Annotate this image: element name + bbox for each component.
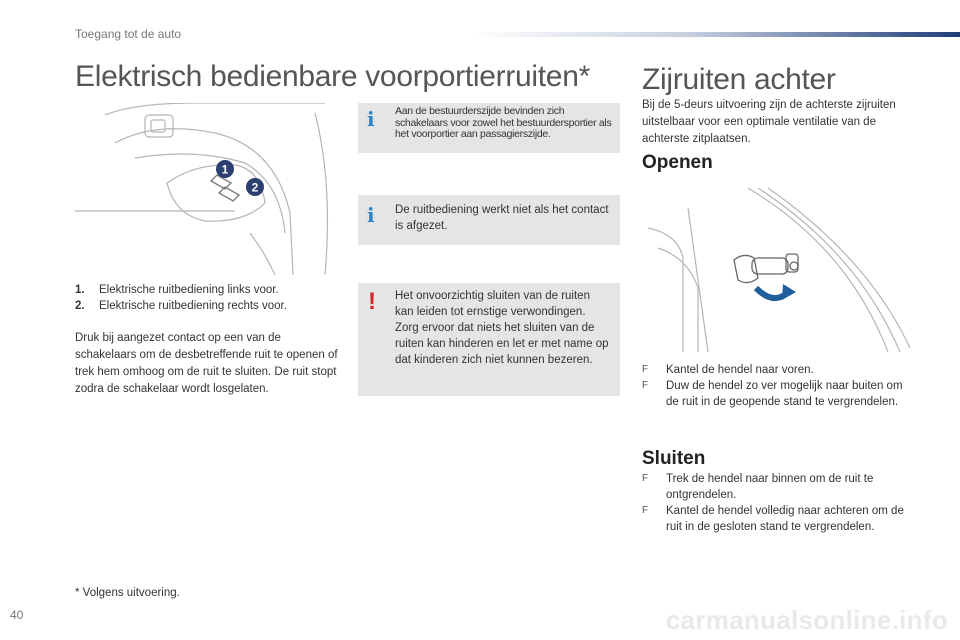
watermark: carmanualsonline.info	[665, 605, 948, 635]
info-icon: i	[367, 203, 375, 227]
close-steps	[642, 471, 910, 535]
bullet-glyph: F	[642, 473, 649, 484]
header-accent-bar	[470, 32, 960, 37]
door-switch-illustration	[75, 103, 337, 275]
legend-list	[75, 282, 355, 314]
section-header: Toegang tot de auto	[75, 27, 182, 41]
callout-1-label: 1	[221, 162, 229, 177]
page-title-left: Elektrisch bedienbare voorportierruiten*	[75, 60, 590, 93]
legend-item: 2. Elektrische ruitbediening rechts voor.	[75, 300, 287, 312]
list-item: F Kantel de hendel naar voren.	[642, 364, 814, 376]
bullet-glyph: F	[642, 364, 649, 375]
bullet-glyph: F	[642, 380, 649, 391]
list-item: F Kantel de hendel volledig naar achteren om de ruit in de gesloten stand te vergrendelen.	[642, 505, 904, 533]
footnote: * Volgens uitvoering.	[75, 587, 180, 599]
intro-paragraph: Bij de 5-deurs uitvoering zijn de achterste zijruiten uitstelbaar voor een optimale ventilatie van de achterste zitplaatsen.	[642, 99, 896, 145]
open-steps	[642, 362, 910, 410]
list-item: F Trek de hendel naar binnen om de ruit te ontgrendelen.	[642, 473, 874, 501]
legend-item: 1. Elektrische ruitbediening links voor.	[75, 284, 279, 296]
info-note-1	[358, 103, 620, 153]
callout-1-marker	[216, 160, 234, 178]
callout-2-marker	[246, 178, 264, 196]
callout-2-label: 2	[251, 180, 259, 195]
instruction-paragraph: Druk bij aangezet contact op een van de schakelaars om de desbetreffende ruit te openen of trek hem omhoog om de ruit te sluiten. De ruit stopt zodra de schakelaar wordt losgelaten.	[75, 332, 338, 395]
bullet-glyph: F	[642, 505, 649, 516]
list-item: F Duw de hendel zo ver mogelijk naar buiten om de ruit in de geopende stand te vergrendelen.	[642, 380, 903, 408]
warning-icon: !	[368, 288, 376, 315]
note-text: Aan de bestuurderszijde bevinden zich schakelaars voor zowel het bestuurdersportier als het voorportier aan passagierszijde.	[395, 105, 612, 140]
note-text: De ruitbediening werkt niet als het contact is afgezet.	[395, 204, 609, 232]
info-icon: i	[367, 107, 375, 131]
note-text: Het onvoorzichtig sluiten van de ruiten kan leiden tot ernstige verwondingen. Zorg ervoor dat niets het sluiten van de ruiten kan hinderen en let er met name op dat kinderen zich niet kunnen bezeren.	[395, 290, 609, 366]
info-note-2	[358, 195, 620, 245]
page-number: 40	[10, 608, 24, 622]
heading-openen: Openen	[642, 152, 713, 173]
heading-sluiten: Sluiten	[642, 448, 706, 469]
page-title-right: Zijruiten achter	[642, 63, 836, 96]
rear-window-latch-illustration	[648, 188, 910, 352]
warning-note	[358, 283, 620, 396]
